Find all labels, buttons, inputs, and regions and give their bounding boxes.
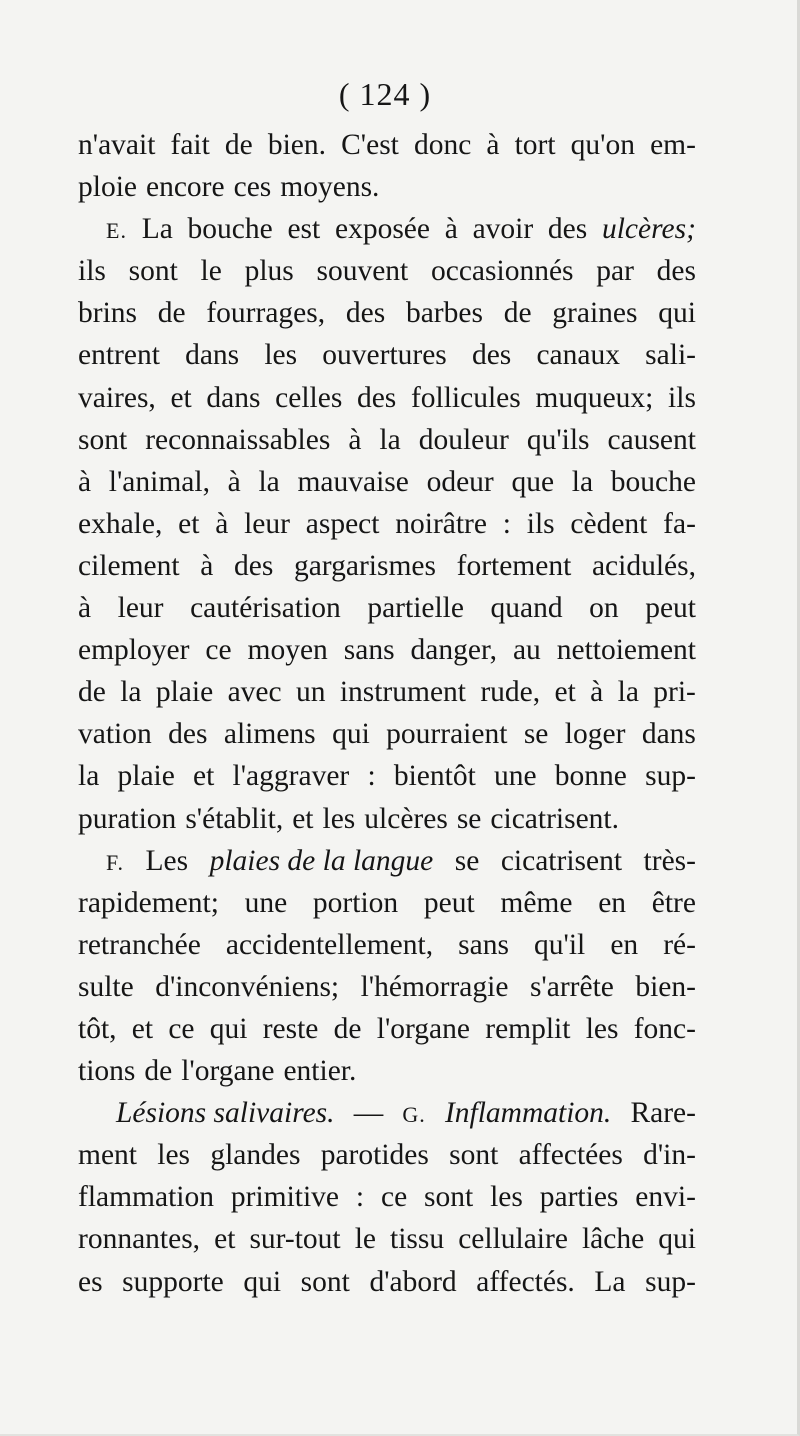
word: des [356, 381, 397, 414]
word: sont [449, 1139, 499, 1172]
text-line [78, 503, 696, 545]
word: barbes [405, 297, 483, 330]
word: une [494, 760, 537, 793]
word: Les [145, 844, 189, 877]
word: muqueux; [535, 381, 654, 414]
word: sans [458, 928, 509, 961]
word: des [547, 213, 588, 246]
text-line [78, 629, 696, 671]
word: bientôt [393, 760, 476, 793]
text-line [78, 966, 696, 1008]
word: flammation [78, 1181, 214, 1214]
word: et [193, 760, 215, 793]
word: la [120, 676, 142, 709]
word: danger, [410, 634, 497, 667]
word: mauvaise [297, 465, 409, 498]
word: et [292, 802, 314, 835]
word: le [200, 255, 222, 288]
word: graines [552, 297, 638, 330]
word: C'est [341, 129, 399, 161]
word: es [78, 1265, 103, 1298]
word: bien- [635, 970, 696, 1003]
word: brins [78, 297, 137, 330]
word: remplit [485, 1012, 571, 1045]
word: accidentellement, [225, 928, 434, 961]
text-line [78, 208, 696, 250]
word: loger [564, 718, 626, 751]
word: qui [209, 1012, 248, 1045]
word: et [131, 1012, 154, 1045]
word: sulte [78, 970, 134, 1003]
word: n'avait [78, 129, 156, 161]
word: employer [78, 634, 190, 667]
word: et [214, 1223, 236, 1256]
word: exhale, [78, 507, 163, 540]
word: ré- [663, 928, 696, 961]
word: moyen [247, 634, 328, 667]
word: par [596, 255, 634, 288]
word: partielle [367, 592, 464, 625]
word: peut [645, 592, 696, 625]
word: quand [490, 592, 563, 625]
word: sur-tout [249, 1223, 341, 1256]
word: les [585, 1012, 619, 1045]
word: exposée [334, 213, 430, 246]
word: d'inconvéniens; [155, 970, 340, 1003]
word: pri- [653, 676, 696, 709]
word: plus [244, 255, 294, 288]
word: est [287, 213, 321, 246]
word: au [512, 634, 541, 667]
word: l'animal, [108, 465, 210, 498]
word: sali- [645, 339, 696, 372]
word: E. [106, 218, 127, 244]
word: l'organe [181, 1055, 275, 1088]
word: tissu [390, 1223, 445, 1256]
word: et [178, 507, 200, 540]
word: tort [514, 129, 556, 161]
word: noirâtre [395, 507, 487, 540]
word: reste [262, 1012, 319, 1045]
text-line [78, 250, 696, 292]
word: se [523, 718, 549, 751]
word: sont [78, 423, 128, 456]
word: s'arrête [529, 970, 614, 1003]
word: celles [275, 381, 343, 414]
word: ce [168, 1012, 195, 1045]
word: reconnaissables [145, 423, 331, 456]
word: ouvertures [322, 339, 447, 372]
word: se [454, 844, 480, 877]
word: qui [658, 1223, 696, 1256]
word: glandes [210, 1139, 301, 1172]
word: ment [78, 1139, 137, 1172]
word: ce [205, 634, 232, 667]
word: affectées [518, 1139, 623, 1172]
word: bouche [610, 465, 696, 498]
word: en [598, 886, 627, 919]
word: portion [312, 886, 399, 919]
word: cèdent [570, 507, 648, 540]
text-line [78, 882, 696, 924]
word: à [486, 129, 500, 161]
word: cicatrisent. [490, 802, 619, 835]
word: follicules [410, 381, 521, 414]
word: de [144, 1055, 173, 1088]
word: qui [332, 718, 370, 751]
text-line [78, 1218, 696, 1260]
word: ulcères [364, 802, 448, 835]
text-line [78, 1261, 696, 1303]
word: bonne [554, 760, 627, 793]
word: ils [78, 255, 106, 288]
word: aspect [305, 507, 380, 540]
text-line [78, 1008, 696, 1050]
text-line [78, 334, 696, 376]
word: à [78, 592, 92, 625]
word: Rare- [630, 1097, 696, 1130]
word: sont [300, 1265, 350, 1298]
word: rude, [480, 676, 541, 709]
word: parties [539, 1181, 619, 1214]
text-line [78, 292, 696, 334]
word: avec [227, 676, 282, 709]
word: l'aggraver [232, 760, 350, 793]
word: fortement [456, 549, 572, 582]
text-line [78, 1176, 696, 1218]
word: primitive [230, 1181, 340, 1214]
word: occasionnés [431, 255, 574, 288]
word: des [345, 297, 386, 330]
word: affectés. [476, 1265, 575, 1298]
word: s'établit, [185, 802, 284, 835]
word: des [471, 339, 512, 372]
word: ploie [78, 171, 137, 204]
word: qui [658, 297, 696, 330]
word: on [589, 592, 619, 625]
word: se [456, 802, 482, 835]
word: des [168, 718, 208, 751]
word: plaie [155, 676, 214, 709]
text-line [78, 713, 696, 755]
text-line [78, 124, 696, 166]
word: être [651, 886, 696, 919]
word: F. [106, 849, 124, 875]
word: moyens. [280, 171, 380, 204]
word: à [444, 213, 458, 246]
word: ces [233, 171, 272, 204]
word: cicatrisent [500, 844, 623, 877]
text-line [78, 377, 696, 419]
word: fa- [663, 507, 696, 540]
word: dans [185, 339, 240, 372]
word: ils [668, 381, 696, 414]
word: peut [423, 886, 475, 919]
word: à [215, 507, 229, 540]
word: de [503, 297, 532, 330]
word: cautérisation [190, 592, 341, 625]
word: ils [526, 507, 555, 540]
word: ronnantes, [78, 1223, 201, 1256]
word: fait [170, 129, 210, 161]
word: entrent [78, 339, 160, 372]
word: donc [413, 129, 472, 161]
word: sup- [645, 760, 696, 793]
word: La [594, 1265, 626, 1298]
word: à [200, 549, 214, 582]
word: tions [78, 1055, 136, 1088]
word: à [590, 676, 604, 709]
text-line [78, 587, 696, 629]
word: : [367, 760, 376, 793]
word: et [170, 381, 192, 414]
word: tôt, [78, 1012, 117, 1045]
text-line [78, 798, 696, 840]
word: bouche [187, 213, 273, 246]
text-line [78, 924, 696, 966]
word: fonc- [633, 1012, 696, 1045]
word: d'abord [369, 1265, 457, 1298]
word: cilement [78, 549, 180, 582]
word: l'hémorragie [360, 970, 509, 1003]
text-line [78, 419, 696, 461]
word: une [244, 886, 288, 919]
word: un [295, 676, 326, 709]
word: — [353, 1097, 384, 1130]
word: à [227, 465, 241, 498]
word: d'in- [643, 1139, 696, 1172]
text-line [78, 166, 696, 208]
word: encore [146, 171, 225, 204]
word: Lésions salivaires. [116, 1097, 335, 1130]
word: plaies de la langue [209, 844, 434, 877]
word: de [78, 676, 106, 709]
word: en [610, 928, 639, 961]
word: cellulaire [458, 1223, 568, 1256]
word: même [500, 886, 573, 919]
word: douleur [418, 423, 509, 456]
word: les [157, 1139, 191, 1172]
word: pourraient [386, 718, 508, 751]
text-line [78, 840, 696, 882]
word: supporte [122, 1265, 224, 1298]
word: qu'il [534, 928, 586, 961]
word: les [490, 1181, 523, 1214]
word: G. [402, 1102, 426, 1128]
word: des [233, 549, 274, 582]
word: retranchée [78, 928, 201, 961]
word: vaires, [78, 381, 156, 414]
word: sont [424, 1181, 474, 1214]
word: le [354, 1223, 376, 1256]
body-text [78, 124, 696, 1303]
word: ulcères; [601, 213, 696, 246]
word: que [511, 465, 555, 498]
word: nettoiement [556, 634, 696, 667]
word: sup- [645, 1265, 696, 1298]
word: dans [206, 381, 261, 414]
word: plaie [117, 760, 175, 793]
word: de [157, 297, 186, 330]
word: qui [243, 1265, 282, 1298]
word: souvent [316, 255, 409, 288]
word: odeur [426, 465, 494, 498]
word: dans [641, 718, 696, 751]
word: les [264, 339, 298, 372]
word: envi- [635, 1181, 696, 1214]
text-line [78, 1092, 696, 1134]
word: la [78, 760, 100, 793]
word: sont [128, 255, 178, 288]
word: bien. [267, 129, 327, 161]
word: lâche [581, 1223, 645, 1256]
word: em- [650, 129, 696, 161]
word: gargarismes [293, 549, 436, 582]
word: La [141, 213, 173, 246]
text-line [78, 1050, 696, 1092]
word: entier. [283, 1055, 357, 1088]
word: : [502, 507, 511, 540]
word: de [333, 1012, 362, 1045]
word: la [617, 676, 639, 709]
word: canaux [536, 339, 620, 372]
word: Inflammation. [444, 1097, 612, 1130]
word: la [571, 465, 594, 498]
word: leur [244, 507, 290, 540]
word: puration [78, 802, 177, 835]
word: des [656, 255, 696, 288]
word: les [322, 802, 356, 835]
page-number: ( 124 ) [338, 76, 432, 112]
word: très- [643, 844, 696, 877]
word: parotides [320, 1139, 429, 1172]
word: et [554, 676, 576, 709]
word: l'organe [376, 1012, 470, 1045]
word: la [379, 423, 401, 456]
word: la [258, 465, 280, 498]
word: fourrages, [206, 297, 326, 330]
word: instrument [339, 676, 466, 709]
word: qu'ils [526, 423, 590, 456]
word: causent [607, 423, 696, 456]
word: ce [380, 1181, 408, 1214]
word: de [224, 129, 253, 161]
word: : [355, 1181, 365, 1214]
word: vation [78, 718, 152, 751]
text-line [78, 671, 696, 713]
word: alimens [223, 718, 316, 751]
word: sans [343, 634, 395, 667]
word: leur [117, 592, 164, 625]
word: acidulés, [591, 549, 696, 582]
word: avoir [472, 213, 534, 246]
text-line [78, 1134, 696, 1176]
text-line [78, 545, 696, 587]
text-line [78, 755, 696, 797]
word: qu'on [570, 129, 635, 161]
word: à [78, 465, 92, 498]
word: rapidement; [78, 886, 219, 919]
text-line [78, 461, 696, 503]
word: à [348, 423, 362, 456]
